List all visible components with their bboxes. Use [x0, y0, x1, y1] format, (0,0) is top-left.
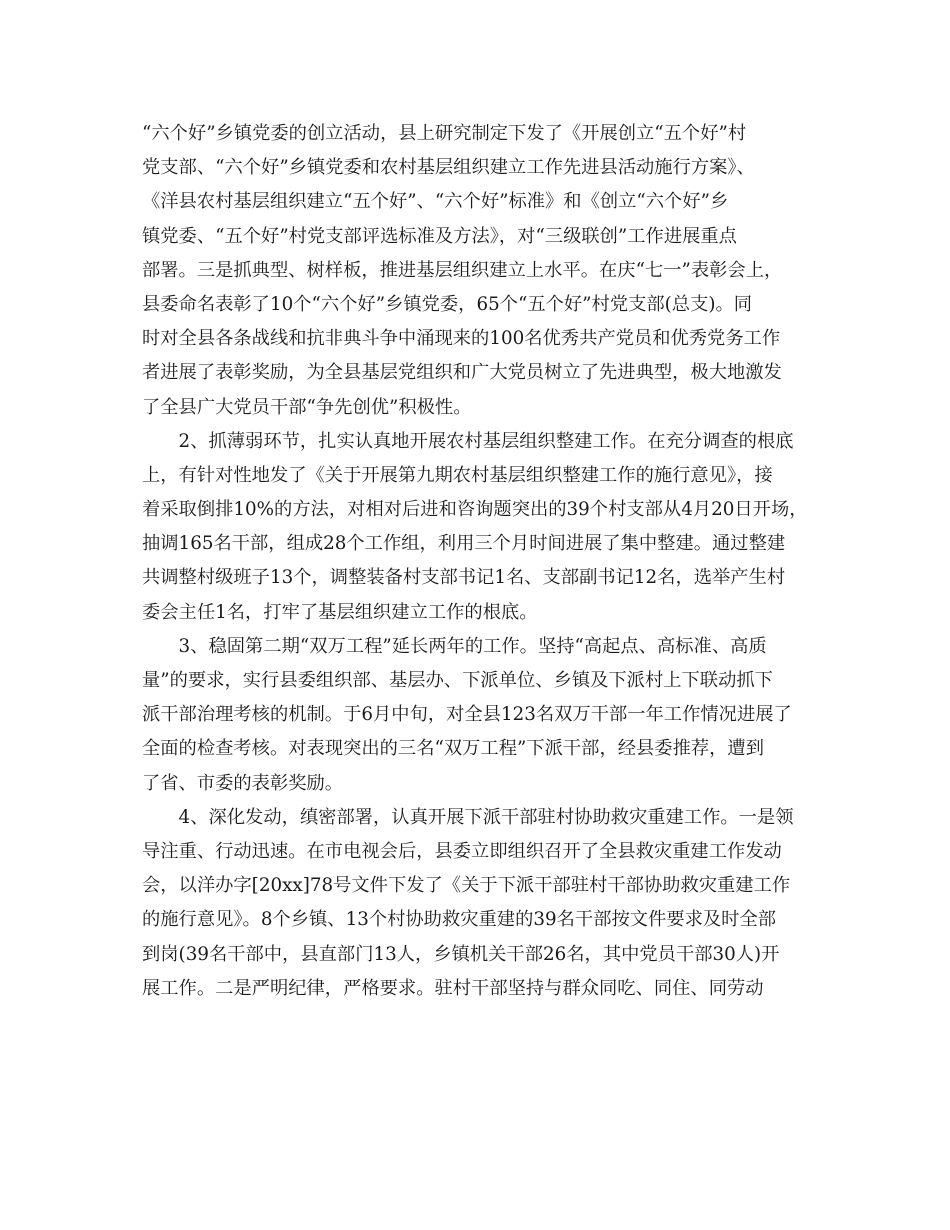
text-line: 时对全县各条战线和抗非典斗争中涌现来的100名优秀共产党员和优秀党务工作: [142, 328, 781, 350]
text-line: 部署。三是抓典型、树样板，推进基层组织建立上水平。在庆“七一”表彰会上，: [142, 259, 783, 281]
text-line: 着采取倒排10%的方法，对相对后进和咨询题突出的39个村支部从4月20日开场，: [142, 499, 808, 521]
text-line: 了全县广大党员干部“争先创优”积极性。: [142, 396, 472, 418]
text-line: 展工作。二是严明纪律，严格要求。驻村干部坚持与群众同吃、同住、同劳动: [142, 977, 764, 999]
text-line: 了省、市委的表彰奖励。: [142, 772, 344, 794]
text-line: 全面的检查考核。对表现突出的三名“双万工程”下派干部，经县委推荐，遭到: [142, 738, 764, 760]
text-line: 委会主任1名，打牢了基层组织建立工作的根底。: [142, 601, 538, 623]
text-line: 导注重、行动迅速。在市电视会后，县委立即组织召开了全县救灾重建工作发动: [142, 840, 782, 862]
paragraph-3-start: 3、稳固第二期“双万工程”延长两年的工作。坚持“高起点、高标准、高质: [142, 635, 767, 657]
text-line: 的施行意见》。8个乡镇、13个村协助救灾重建的39名干部按文件要求及时全部: [142, 909, 777, 931]
document-body: [142, 117, 810, 1006]
text-line: 县委命名表彰了10个“六个好”乡镇党委，65个“五个好”村党支部(总支)。同: [142, 293, 753, 315]
paragraph-2-start: 2、抓薄弱环节，扎实认真地开展农村基层组织整建工作。在充分调查的根底: [142, 430, 794, 452]
text-line: 会，以洋办字[20xx]78号文件下发了《关于下派干部驻村干部协助救灾重建工作: [142, 875, 791, 897]
text-line: 党支部、“六个好”乡镇党委和农村基层组织建立工作先进县活动施行方案》、: [142, 157, 755, 179]
text-line: 者进展了表彰奖励，为全县基层党组织和广大党员树立了先进典型，极大地激发: [142, 362, 782, 384]
text-line: 《洋县农村基层组织建立“五个好”、“六个好”标准》和《创立“六个好”乡: [142, 191, 729, 213]
text-line: 镇党委、“五个好”村党支部评选标准及方法》，对“三级联创”工作进展重点: [142, 225, 737, 247]
text-line: 抽调165名干部，组成28个工作组，利用三个月时间进展了集中整建。通过整建: [142, 533, 786, 555]
text-line: 共调整村级班子13个，调整装备村支部书记1名、支部副书记12名，选举产生村: [142, 567, 786, 589]
text-line: 量”的要求，实行县委组织部、基层办、下派单位、乡镇及下派村上下联动抓下: [142, 670, 773, 691]
text-line: “六个好”乡镇党委的创立活动，县上研究制定下发了《开展创立“五个好”村: [142, 123, 747, 144]
paragraph-4-start: 4、深化发动，缜密部署，认真开展下派干部驻村协助救灾重建工作。一是领: [142, 806, 794, 828]
text-line: 派干部治理考核的机制。于6月中旬，对全县123名双万干部一年工作情况进展了: [142, 704, 792, 726]
text-line: 到岗(39名干部中，县直部门13人，乡镇机关干部26名，其中党员干部30人)开: [142, 943, 780, 965]
text-line: 上，有针对性地发了《关于开展第九期农村基层组织整建工作的施行意见》，接: [142, 464, 773, 486]
